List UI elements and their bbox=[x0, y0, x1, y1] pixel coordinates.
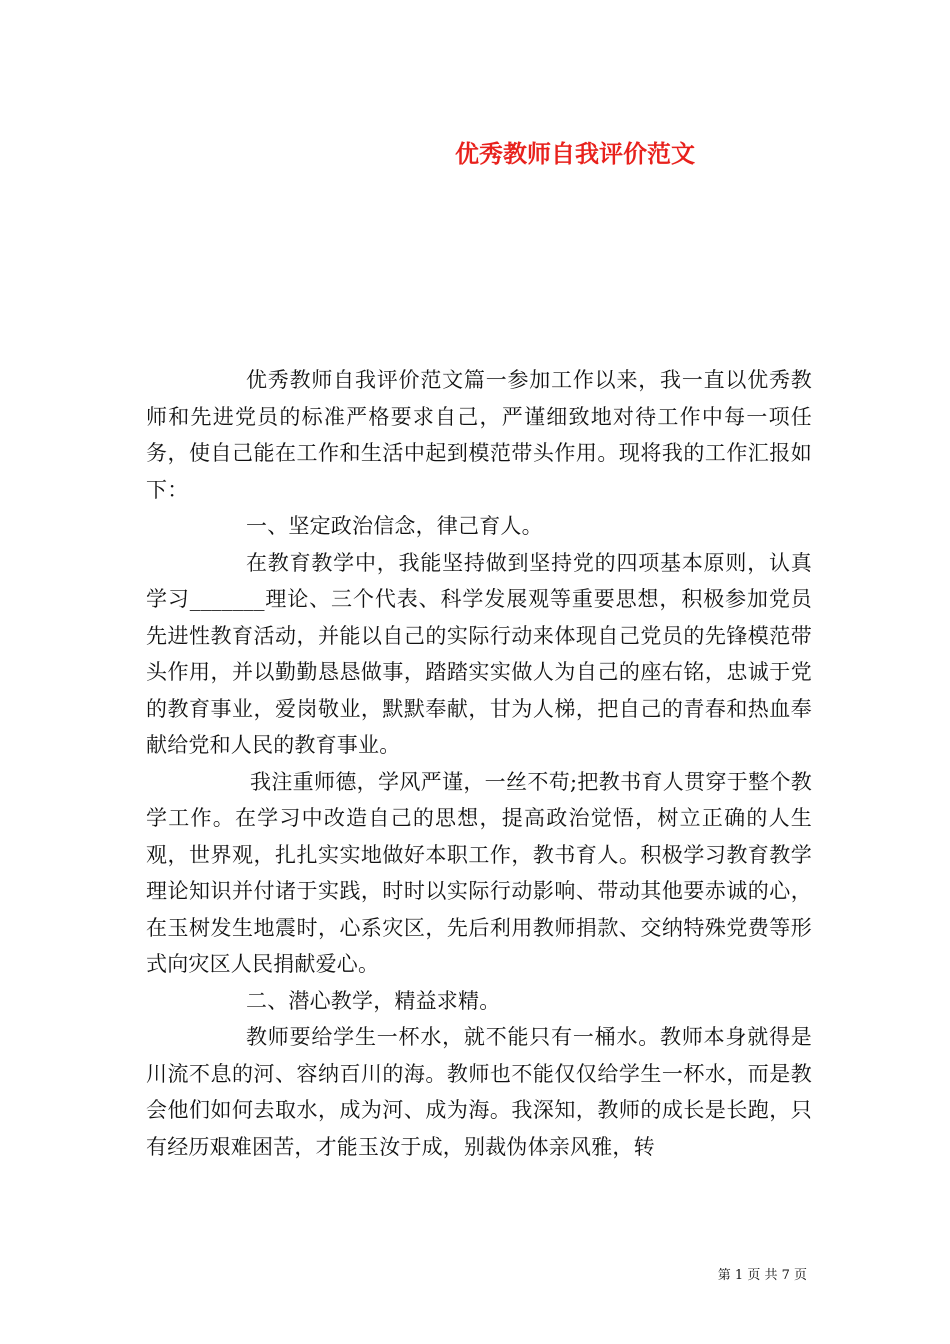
section-heading-1: 一、坚定政治信念，律己育人。 bbox=[246, 514, 543, 538]
paragraph-section-2: 教师要给学生一杯水，就不能只有一桶水。教师本身就得是川流不息的河、容纳百川的海。教师也不能仅仅给学生一杯水，而是教会他们如何去取水，成为河、成为海。我深知，教师的成长是长跑，只有经历艰难困苦，才能玉汝于成，别裁伪体亲风雅，转 bbox=[146, 1025, 812, 1159]
page-title-text: 优秀教师自我评价范文 bbox=[455, 139, 695, 168]
page-number-footer: 第 1 页 共 7 页 bbox=[717, 1268, 807, 1283]
paragraph-intro: 优秀教师自我评价范文篇一参加工作以来，我一直以优秀教师和先进党员的标准严格要求自己，严谨细致地对待工作中每一项任务，使自己能在工作和生活中起到模范带头作用。现将我的工作汇报如下： bbox=[146, 368, 812, 502]
paragraph-section-1: 在教育教学中，我能坚持做到坚持党的四项基本原则，认真学习_______理论、三个代表、科学发展观等重要思想，积极参加党员先进性教育活动，并能以自己的实际行动来体现自己党员的先锋模范带头作用，并以勤勤恳恳做事，踏踏实实做人为自己的座右铭，忠诚于党的教育事业，爱岗敬业，默默奉献，甘为人梯，把自己的青春和热血奉献给党和人民的教育事业。 bbox=[146, 550, 812, 757]
page-title bbox=[0, 134, 950, 169]
paragraph-teacher-ethics: 我注重师德，学风严谨，一丝不苟;把教书育人贯穿于整个教学工作。在学习中改造自己的思想，提高政治觉悟，树立正确的人生观，世界观，扎扎实实地做好本职工作，教书育人。积极学习教育教学理论知识并付诸于实践，时时以实际行动影响、带动其他要赤诚的心，在玉树发生地震时，心系灾区，先后利用教师捐款、交纳特殊党费等形式向灾区人民捐献爱心。 bbox=[146, 769, 812, 976]
document-body bbox=[146, 362, 812, 1165]
section-heading-2: 二、潜心教学，精益求精。 bbox=[246, 988, 501, 1013]
